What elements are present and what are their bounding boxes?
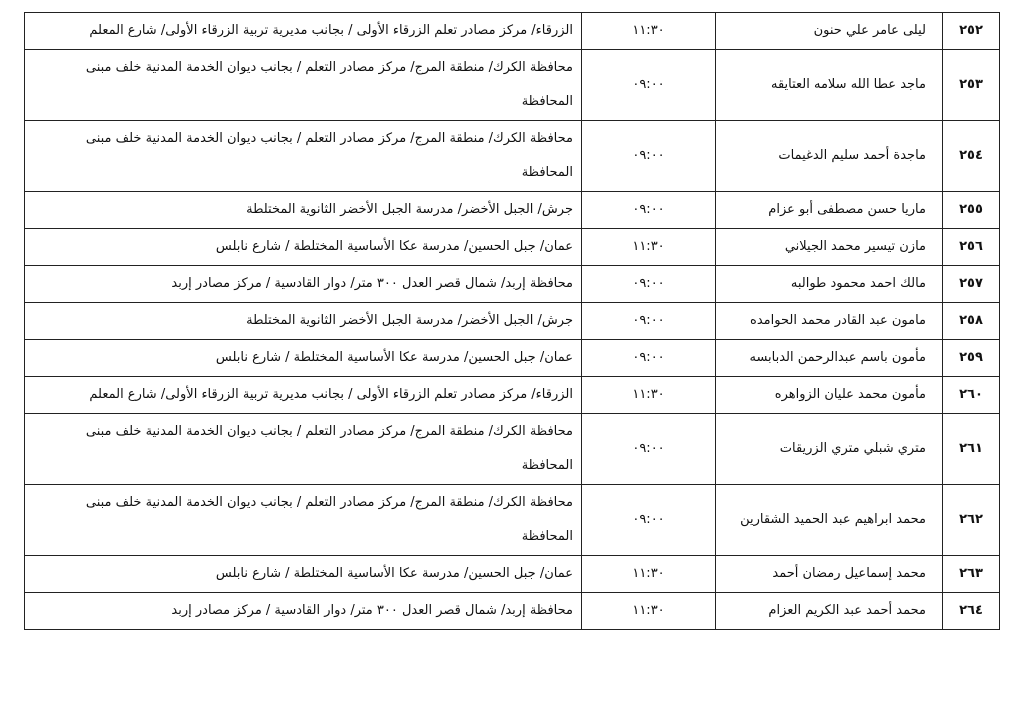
row-number: ٢٦٣ bbox=[943, 556, 1000, 593]
row-number: ٢٦٢ bbox=[943, 485, 1000, 556]
exam-time: ٠٩:٠٠ bbox=[582, 485, 716, 556]
exam-time: ٠٩:٠٠ bbox=[582, 121, 716, 192]
exam-location: محافظة الكرك/ منطقة المرج/ مركز مصادر التعلم / بجانب ديوان الخدمة المدنية خلف مبنى المحافظة bbox=[25, 50, 582, 121]
candidate-name: مامون عبد القادر محمد الحوامده bbox=[716, 303, 943, 340]
exam-time: ١١:٣٠ bbox=[582, 556, 716, 593]
candidate-name: ماجد عطا الله سلامه العتايقه bbox=[716, 50, 943, 121]
table-row bbox=[25, 485, 1000, 556]
table-row bbox=[25, 340, 1000, 377]
candidates-table bbox=[24, 12, 1000, 630]
exam-time: ٠٩:٠٠ bbox=[582, 340, 716, 377]
exam-location: جرش/ الجبل الأخضر/ مدرسة الجبل الأخضر الثانوية المختلطة bbox=[25, 192, 582, 229]
exam-location: الزرقاء/ مركز مصادر تعلم الزرقاء الأولى / بجانب مديرية تربية الزرقاء الأولى/ شارع المعلم bbox=[25, 377, 582, 414]
row-number: ٢٥٨ bbox=[943, 303, 1000, 340]
table-row bbox=[25, 50, 1000, 121]
candidate-name: مالك احمد محمود طوالبه bbox=[716, 266, 943, 303]
exam-time: ١١:٣٠ bbox=[582, 377, 716, 414]
candidate-name: ماجدة أحمد سليم الدغيمات bbox=[716, 121, 943, 192]
candidate-name: ماريا حسن مصطفى أبو عزام bbox=[716, 192, 943, 229]
exam-time: ٠٩:٠٠ bbox=[582, 303, 716, 340]
exam-location: محافظة الكرك/ منطقة المرج/ مركز مصادر التعلم / بجانب ديوان الخدمة المدنية خلف مبنى المحافظة bbox=[25, 414, 582, 485]
row-number: ٢٥٣ bbox=[943, 50, 1000, 121]
exam-time: ٠٩:٠٠ bbox=[582, 192, 716, 229]
candidate-name: محمد ابراهيم عبد الحميد الشقارين bbox=[716, 485, 943, 556]
row-number: ٢٥٢ bbox=[943, 13, 1000, 50]
table-row bbox=[25, 13, 1000, 50]
table-row bbox=[25, 192, 1000, 229]
exam-location: جرش/ الجبل الأخضر/ مدرسة الجبل الأخضر الثانوية المختلطة bbox=[25, 303, 582, 340]
candidate-name: ليلى عامر علي حنون bbox=[716, 13, 943, 50]
row-number: ٢٥٧ bbox=[943, 266, 1000, 303]
table-row bbox=[25, 121, 1000, 192]
row-number: ٢٦٤ bbox=[943, 593, 1000, 630]
table-row bbox=[25, 593, 1000, 630]
table-row bbox=[25, 229, 1000, 266]
table-row bbox=[25, 414, 1000, 485]
exam-location: محافظة الكرك/ منطقة المرج/ مركز مصادر التعلم / بجانب ديوان الخدمة المدنية خلف مبنى المحافظة bbox=[25, 485, 582, 556]
candidate-name: محمد إسماعيل رمضان أحمد bbox=[716, 556, 943, 593]
candidate-name: مازن تيسير محمد الجيلاني bbox=[716, 229, 943, 266]
exam-time: ١١:٣٠ bbox=[582, 13, 716, 50]
exam-location: عمان/ جبل الحسين/ مدرسة عكا الأساسية المختلطة / شارع نابلس bbox=[25, 340, 582, 377]
exam-time: ١١:٣٠ bbox=[582, 229, 716, 266]
row-number: ٢٥٩ bbox=[943, 340, 1000, 377]
table-row bbox=[25, 377, 1000, 414]
exam-location: عمان/ جبل الحسين/ مدرسة عكا الأساسية المختلطة / شارع نابلس bbox=[25, 556, 582, 593]
table-row bbox=[25, 303, 1000, 340]
row-number: ٢٥٥ bbox=[943, 192, 1000, 229]
row-number: ٢٦٠ bbox=[943, 377, 1000, 414]
exam-time: ٠٩:٠٠ bbox=[582, 414, 716, 485]
table-row bbox=[25, 266, 1000, 303]
candidate-name: محمد أحمد عبد الكريم العزام bbox=[716, 593, 943, 630]
exam-schedule-document bbox=[24, 12, 999, 630]
exam-time: ١١:٣٠ bbox=[582, 593, 716, 630]
exam-time: ٠٩:٠٠ bbox=[582, 50, 716, 121]
exam-location: محافظة إربد/ شمال قصر العدل ٣٠٠ متر/ دوار القادسية / مركز مصادر إربد bbox=[25, 266, 582, 303]
candidate-name: مأمون محمد عليان الزواهره bbox=[716, 377, 943, 414]
table-row bbox=[25, 556, 1000, 593]
exam-location: الزرقاء/ مركز مصادر تعلم الزرقاء الأولى / بجانب مديرية تربية الزرقاء الأولى/ شارع المعلم bbox=[25, 13, 582, 50]
exam-time: ٠٩:٠٠ bbox=[582, 266, 716, 303]
exam-location: عمان/ جبل الحسين/ مدرسة عكا الأساسية المختلطة / شارع نابلس bbox=[25, 229, 582, 266]
candidate-name: مأمون باسم عبدالرحمن الدبابسه bbox=[716, 340, 943, 377]
row-number: ٢٥٤ bbox=[943, 121, 1000, 192]
exam-location: محافظة إربد/ شمال قصر العدل ٣٠٠ متر/ دوار القادسية / مركز مصادر إربد bbox=[25, 593, 582, 630]
row-number: ٢٥٦ bbox=[943, 229, 1000, 266]
candidate-name: متري شبلي متري الزريقات bbox=[716, 414, 943, 485]
exam-location: محافظة الكرك/ منطقة المرج/ مركز مصادر التعلم / بجانب ديوان الخدمة المدنية خلف مبنى المحافظة bbox=[25, 121, 582, 192]
row-number: ٢٦١ bbox=[943, 414, 1000, 485]
